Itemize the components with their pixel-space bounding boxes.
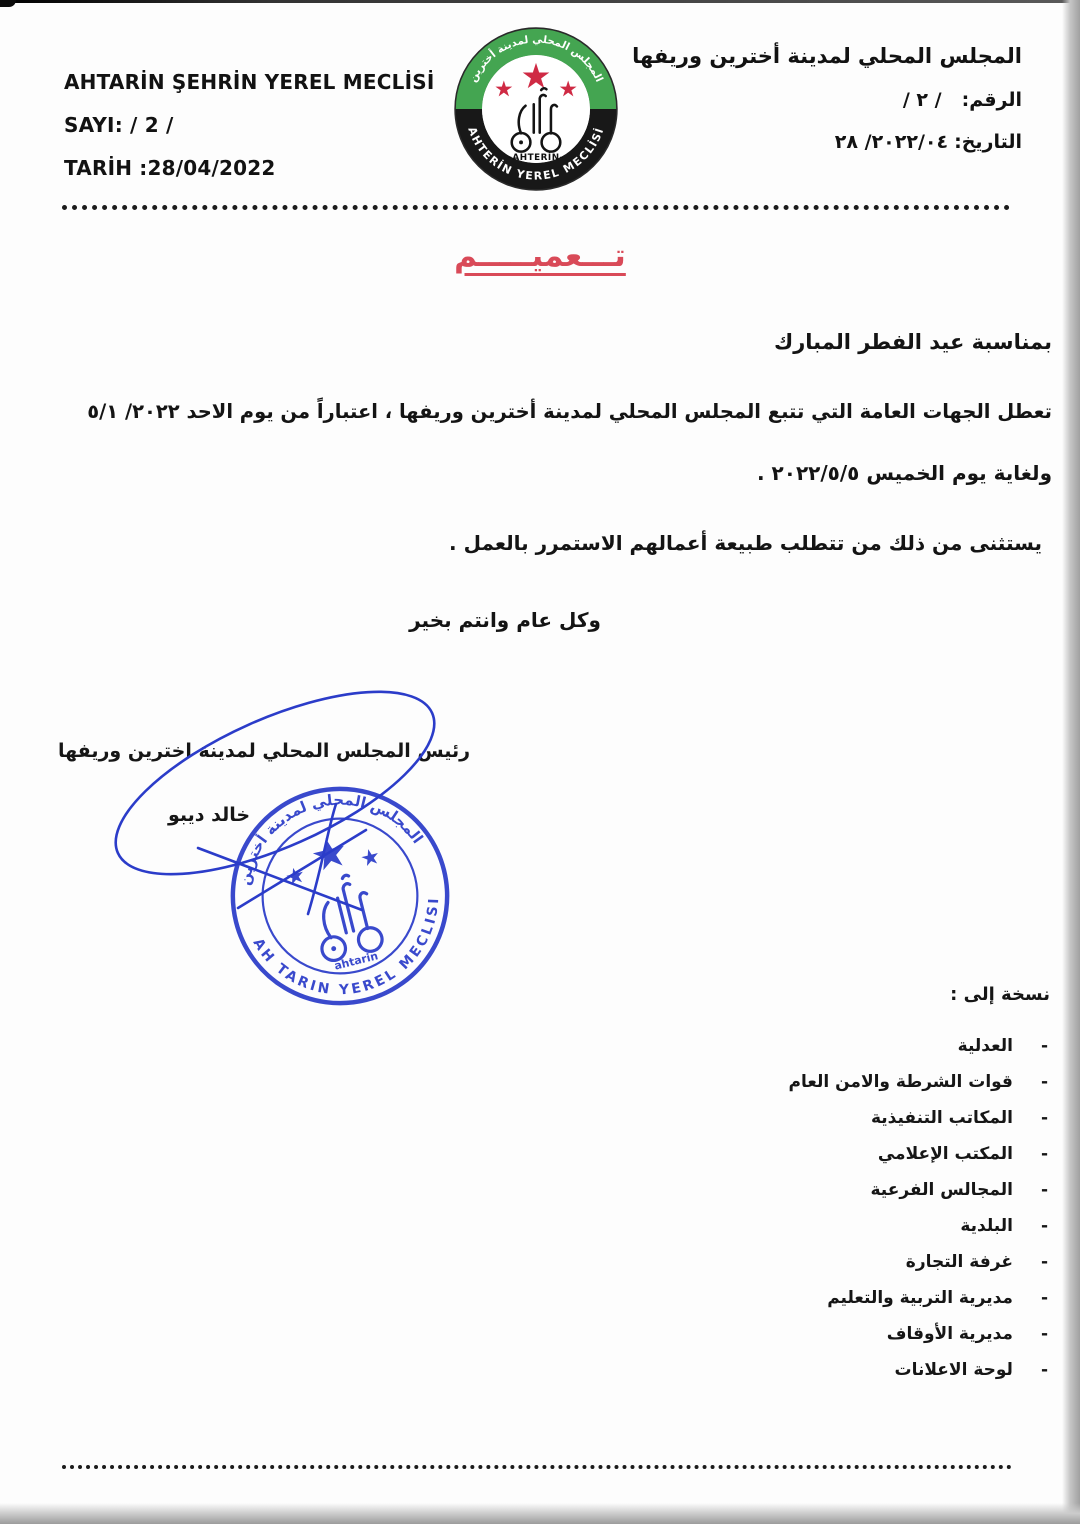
paragraph-greeting: وكل عام وانتم بخير — [409, 608, 601, 632]
recipient-row — [789, 1072, 1048, 1092]
logo-center-caption: -AHTERİN- — [508, 152, 564, 163]
recipients-list — [789, 1036, 1048, 1380]
dash-bullet: - — [1040, 1360, 1048, 1380]
document-number-arabic — [632, 89, 1022, 111]
scan-top-edge — [0, 0, 1080, 3]
recipient-row — [827, 1288, 1048, 1308]
end-date: ٢٠٢٢/٥/٥ — [771, 461, 860, 485]
recipient-label: مديرية التربية والتعليم — [827, 1288, 1013, 1308]
council-stamp — [190, 746, 491, 1047]
recipient-row — [895, 1360, 1048, 1380]
recipient-row — [878, 1144, 1048, 1164]
dash-bullet: - — [1040, 1036, 1048, 1056]
scan-corner-mark — [0, 0, 16, 7]
paragraph-holiday-announcement — [87, 400, 1052, 423]
document-number-turkish: SAYI: / 2 / — [64, 113, 174, 137]
number-label: الرقم: — [961, 89, 1022, 111]
header-arabic — [632, 44, 1022, 173]
dash-bullet: - — [1040, 1072, 1048, 1092]
stamp-graphic — [190, 746, 491, 1047]
recipient-label: المجالس الفرعية — [870, 1180, 1013, 1200]
star-icon — [285, 866, 305, 886]
date-label: التاريخ: — [954, 131, 1022, 153]
star-icon — [360, 847, 380, 867]
council-name-arabic: المجلس المحلي لمدينة أخترين وريفها — [632, 44, 1022, 68]
recipients-heading: نسخة إلى : — [950, 984, 1050, 1005]
holiday-text: تعطل الجهات العامة التي تتبع المجلس المحلي لمدينة أخترين وريفها ، اعتباراً من يوم الاحد — [186, 400, 1052, 423]
stamp-center-text: ahtarin — [332, 949, 380, 973]
recipient-row — [906, 1252, 1048, 1272]
dash-bullet: - — [1040, 1288, 1048, 1308]
signer-name: خالد ديبو — [168, 804, 251, 826]
recipient-label: المكتب الإعلامي — [877, 1144, 1013, 1164]
document-date-turkish: TARİH :28/04/2022 — [64, 156, 276, 180]
recipient-row — [870, 1180, 1048, 1200]
document-date-arabic — [632, 131, 1022, 153]
recipient-label: المكاتب التنفيذية — [870, 1108, 1013, 1128]
calligraphy-emblem-icon — [306, 870, 385, 962]
dash-bullet: - — [1040, 1216, 1048, 1236]
stamp-ring-bottom-text: AH TARIN YEREL MECLISI — [249, 895, 443, 999]
paragraph-exception: يستثنى من ذلك من تتطلب طبيعة أعمالهم الاستمرر بالعمل . — [449, 531, 1042, 555]
date-value: ٢٠٢٢/٠٤/ ٢٨ — [834, 131, 949, 153]
until-text: ولغاية يوم الخميس — [866, 461, 1052, 485]
council-logo-emblem — [453, 26, 619, 192]
recipient-label: قوات الشرطة والامن العام — [788, 1072, 1013, 1092]
council-logo — [453, 26, 619, 192]
dash-bullet: - — [1040, 1180, 1048, 1200]
scan-right-shadow — [1062, 0, 1080, 1524]
recipient-row — [871, 1108, 1048, 1128]
period-mark: . — [756, 461, 765, 485]
header-turkish — [64, 70, 434, 199]
dash-bullet: - — [1040, 1144, 1048, 1164]
dotted-separator-bottom — [62, 1465, 1012, 1469]
recipient-label: غرفة التجارة — [905, 1252, 1013, 1272]
paragraph-occasion: بمناسبة عيد الفطر المبارك — [773, 330, 1052, 354]
recipient-label: مديرية الأوقاف — [886, 1324, 1013, 1344]
dash-bullet: - — [1040, 1252, 1048, 1272]
start-date: ٢٠٢٢/ ٥/١ — [87, 400, 180, 423]
dotted-separator-top — [62, 205, 1010, 210]
star-icon — [310, 834, 349, 871]
council-name-turkish: AHTARİN ŞEHRİN YEREL MECLİSİ — [64, 70, 435, 94]
recipient-label: البلدية — [960, 1216, 1013, 1236]
stamp-ring-top-text: المجلس المحلي لمدينة أخترين — [235, 790, 427, 887]
logo-ring-bottom-text: AHTERİN YEREL MECLİSİ — [465, 125, 607, 183]
paragraph-until — [757, 461, 1052, 485]
dash-bullet: - — [1040, 1324, 1048, 1344]
recipient-row — [958, 1036, 1048, 1056]
recipient-label: لوحة الاعلانات — [894, 1360, 1013, 1380]
scan-bottom-shadow — [0, 1503, 1080, 1524]
recipient-label: العدلية — [957, 1036, 1013, 1056]
number-value: / ٢ / — [902, 89, 942, 111]
dash-bullet: - — [1040, 1108, 1048, 1128]
recipient-row — [960, 1216, 1048, 1236]
document-title: تـــعميـــــم — [454, 238, 626, 274]
recipient-row — [887, 1324, 1048, 1344]
signer-title: رئيس المجلس المحلي لمدينة اخترين وريفها — [58, 740, 471, 762]
logo-ring-top-text: المجلس المحلي لمدينة أخترين — [466, 33, 606, 85]
